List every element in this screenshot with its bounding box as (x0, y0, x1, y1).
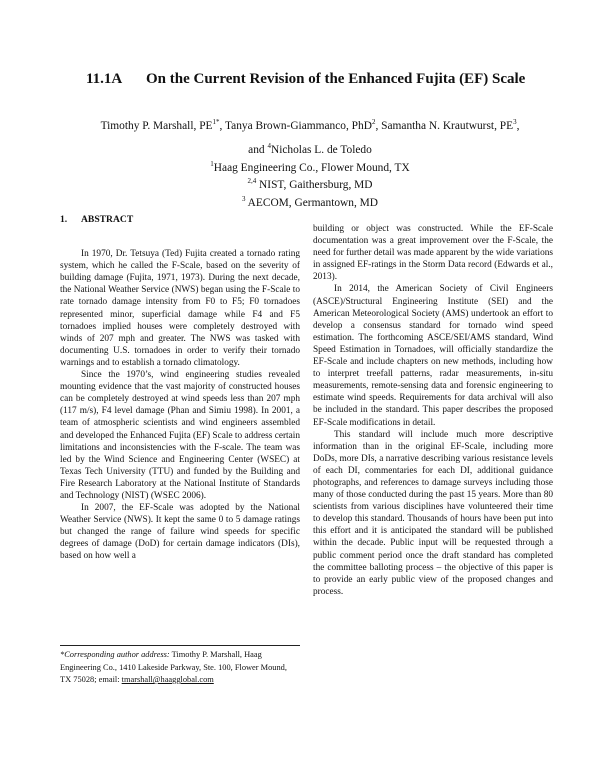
section-heading (60, 214, 300, 226)
paragraph: In 2007, the EF-Scale was adopted by the National Weather Service (NWS). It kept the same 0 to 5 damage ratings but changed the range of failure wind speeds for specific degrees of damage (DoD) for certain damage indicators (DIs), based on how well a (60, 503, 300, 562)
affiliation-1 (60, 157, 560, 175)
author-3-tail: , (516, 119, 520, 132)
paragraph: This standard will include much more descriptive information than in the original EF-Scale, including more DoDs, more DIs, a narrative describing various resistance levels of each DI, commentaries for each DI, additional guidance photographs, and references to damage surveys including those many of those conducted during the past 15 years. More than 80 scientists from various disciplines have volunteered their time to develop this standard. Thousands of hours have been put into this effort and it is anticipated the standard will be published within the decade. Public input will be requested through a public comment period once the draft standard has completed the committee balloting process – the objective of this paper is to provide an early public view of the proposed changes and process. (313, 429, 553, 597)
author-4: Nicholas L. de Toledo (270, 143, 372, 156)
paragraph: In 1970, Dr. Tetsuya (Ted) Fujita created a tornado rating system, which he called the F-Scale, based on the severity of building damage (Fujita, 1971, 1973). During the next decade, the National Weather Service (NWS) began using the F-Scale to rate tornado damage intensity from F0 to F5; F0 tornadoes represented minor, superficial damage while F4 and F5 tornadoes implied houses were completely destroyed with winds of 207 mph and greater. The NWS was tasked with documenting U.S. tornadoes in order to verify their tornado warnings and to establish a tornado climatology. (60, 249, 300, 368)
footnote-email-link[interactable]: tmarshall@haagglobal.com (121, 675, 214, 684)
paragraph: In 2014, the American Society of Civil Engineers (ASCE)/Structural Engineering Institute (SEI) and the American Meteorological Society (AMS) undertook an effort to develop a consensus standard for tornado wind speed estimation. The forthcoming ASCE/SEI/AMS standard, Wind Speed Estimation in Tornadoes, will officially standardize the EF-Scale and include chapters on new methods, including how to interpret treefall patterns, radar measurements, in-situ measurements, remote-sensing data and forensic engineering to estimate wind speeds. Requirements for data archival will also be included in the standard. This paper describes the proposed EF-Scale modifications in detail. (313, 284, 553, 428)
affiliation-2 (60, 174, 560, 192)
author-2-sup: 2 (371, 118, 376, 126)
left-column (60, 214, 300, 563)
affiliation-3 (60, 192, 560, 210)
affiliation-3-sup: 3 (241, 195, 246, 204)
affiliation-1-text: Haag Engineering Co., Flower Mound, TX (213, 161, 410, 174)
affiliation-2-sup: 2,4 (247, 177, 257, 186)
affiliation-2-text: NIST, Gaithersburg, MD (256, 179, 373, 192)
footnote (60, 645, 300, 687)
paper-title-text: On the Current Revision of the Enhanced Fujita (EF) Scale (146, 71, 526, 87)
author-4-sup: 4 (267, 141, 271, 150)
paper-title (86, 71, 566, 88)
author-2: , Tanya Brown-Giammanco, PhD (219, 119, 372, 132)
section-number: 1. (60, 214, 68, 225)
author-line-2 (60, 139, 560, 157)
paper-number: 11.1A (86, 71, 123, 87)
affiliation-3-text: AECOM, Germantown, MD (245, 196, 379, 209)
author-and: and (248, 143, 268, 156)
author-block (60, 115, 560, 210)
section-title: ABSTRACT (81, 214, 134, 225)
footnote-text: Timothy P. Marshall, Haag Engineering Co., 1410 Lakeside Parkway, Ste. 100, Flower Mound, TX 75028; email: (60, 650, 287, 684)
footnote-divider (60, 645, 300, 646)
paragraph: building or object was constructed. While the EF-Scale documentation was a great improvement over the F-Scale, the need for further detail was made apparent by the wide variations in assigned EF-ratings in the Storm Data record (Edwards et al., 2013). (313, 224, 553, 283)
right-column (313, 223, 553, 598)
affiliation-1-sup: 1 (210, 159, 214, 168)
author-3-sup: 3 (513, 118, 517, 126)
footnote-label: *Corresponding author address: (60, 650, 170, 659)
author-1-sup: 1* (212, 118, 220, 126)
paragraph: Since the 1970’s, wind engineering studies revealed mounting evidence that the vast majority of constructed houses can be completely destroyed at wind speeds less than 207 mph (117 m/s), F4 level damage (Phan and Simiu 1998). In 2001, a team of atmospheric scientists and wind engineers assembled and developed the Enhanced Fujita (EF) Scale to address certain limitations and inconsistencies with the F-scale. The team was led by the Wind Science and Engineering Center (WSEC) at Texas Tech University (TTU) and funded by the Building and Fire Research Laboratory at the National Institute of Standards and Technology (NIST) (WSEC 2006). (60, 370, 300, 501)
author-1: Timothy P. Marshall, PE (100, 119, 213, 132)
author-3: , Samantha N. Krautwurst, PE (375, 119, 514, 132)
author-line-1 (60, 115, 560, 133)
